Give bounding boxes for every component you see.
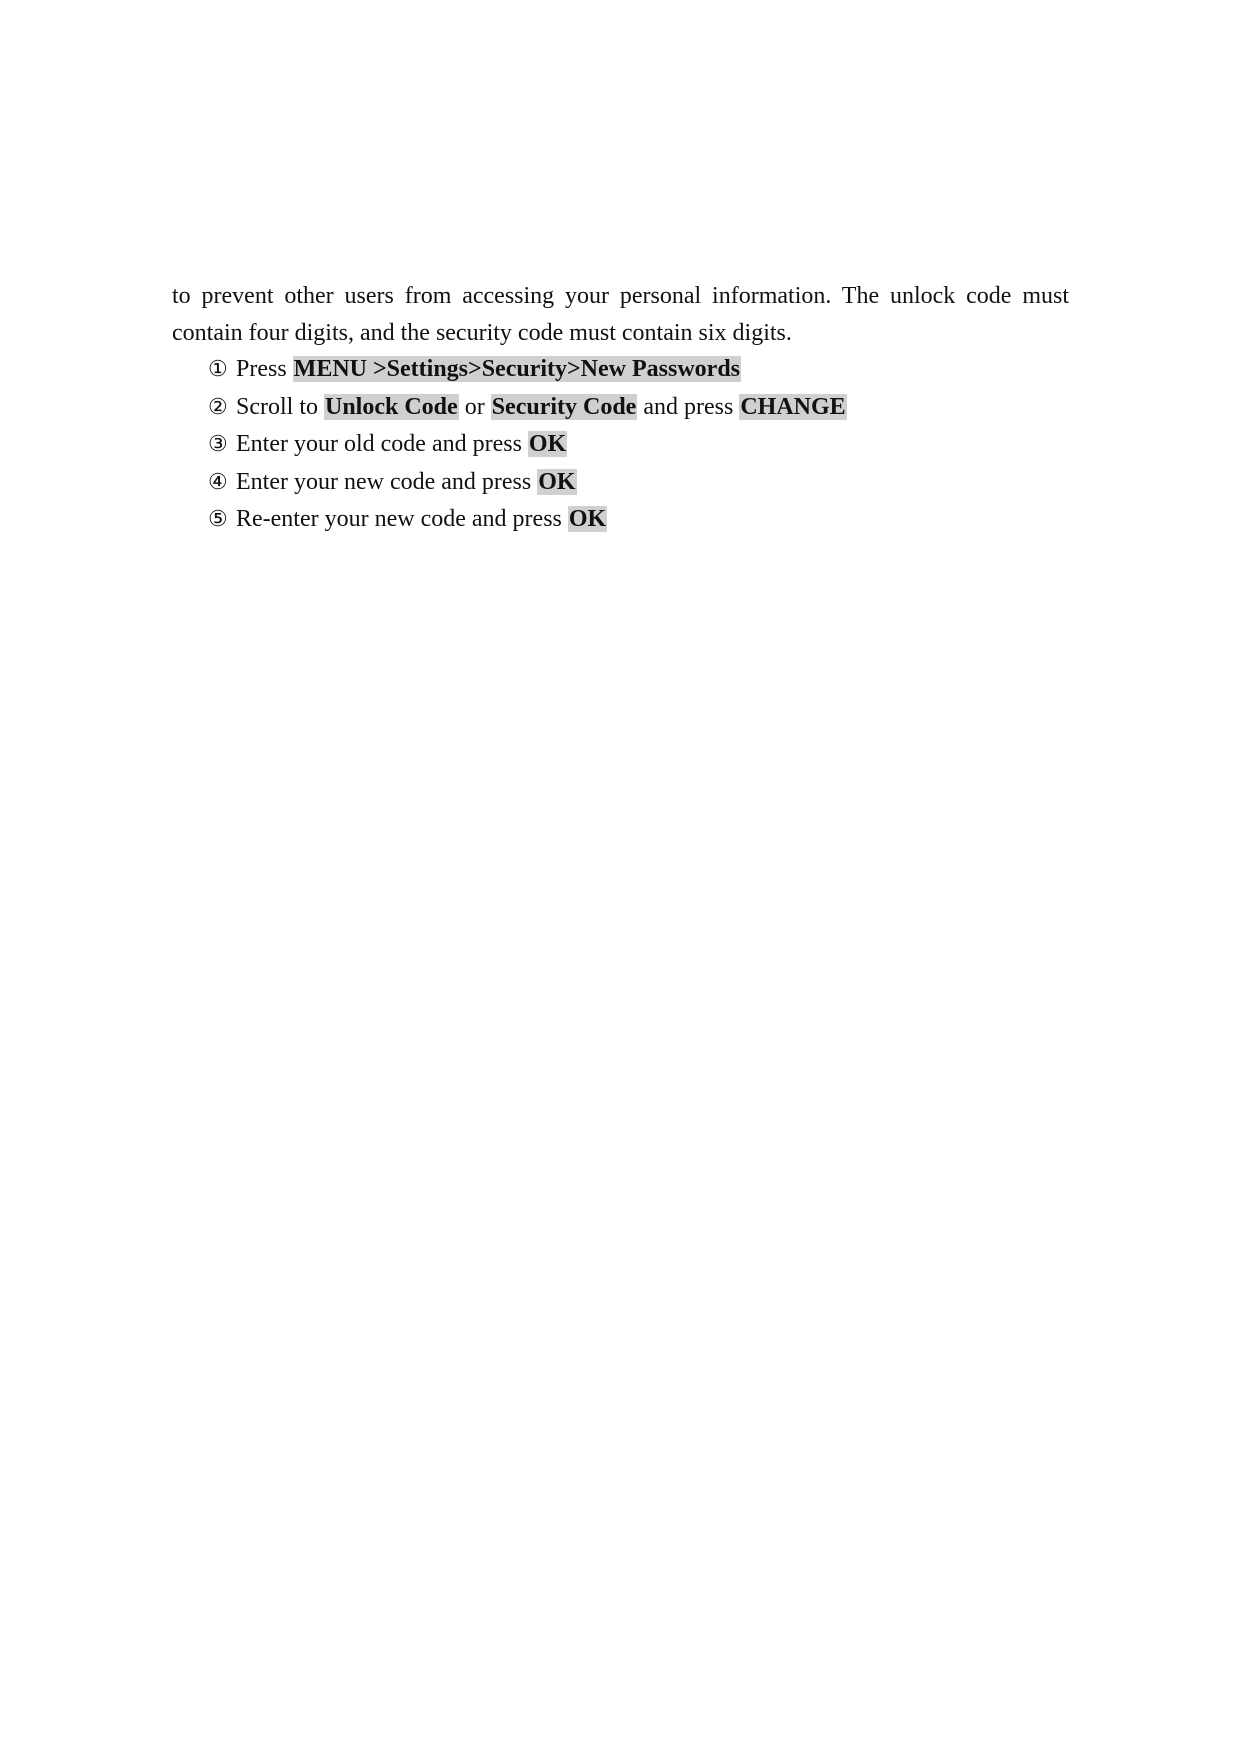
- step-number: ⑤: [208, 507, 228, 532]
- step-text-or: or: [458, 393, 491, 420]
- step-4: [172, 464, 1069, 502]
- step-5: [172, 501, 1069, 539]
- step-number: ④: [208, 469, 228, 495]
- change-highlight: CHANGE: [740, 393, 846, 420]
- step-text: Enter your old code and press: [236, 431, 528, 457]
- document-body: [172, 278, 1069, 539]
- security-code-highlight: Security Code: [491, 393, 637, 420]
- menu-path-highlight: MENU >Settings>Security>New Passwords: [293, 356, 741, 382]
- ok-highlight: OK: [528, 431, 567, 457]
- step-text-and-press: and press: [637, 393, 740, 420]
- step-text: Scroll to: [236, 393, 324, 420]
- intro-line-1: to prevent other users from accessing your personal information. The unlock code must: [172, 283, 1069, 309]
- ok-highlight: OK: [568, 506, 607, 532]
- step-number: ③: [208, 432, 228, 457]
- unlock-code-highlight: Unlock Code: [325, 393, 458, 420]
- step-number: ②: [208, 394, 228, 420]
- step-2: [172, 389, 1069, 427]
- intro-line-2: contain four digits, and the security code must contain six digits.: [172, 319, 792, 346]
- step-text: Press: [236, 356, 293, 382]
- step-1: [172, 351, 1069, 389]
- step-number: ①: [208, 357, 228, 382]
- steps-list: [172, 351, 1069, 539]
- step-text: Enter your new code and press: [236, 468, 538, 495]
- ok-highlight: OK: [538, 468, 576, 495]
- step-3: [172, 426, 1069, 464]
- intro-paragraph: [172, 278, 1069, 351]
- step-text: Re-enter your new code and press: [236, 506, 568, 532]
